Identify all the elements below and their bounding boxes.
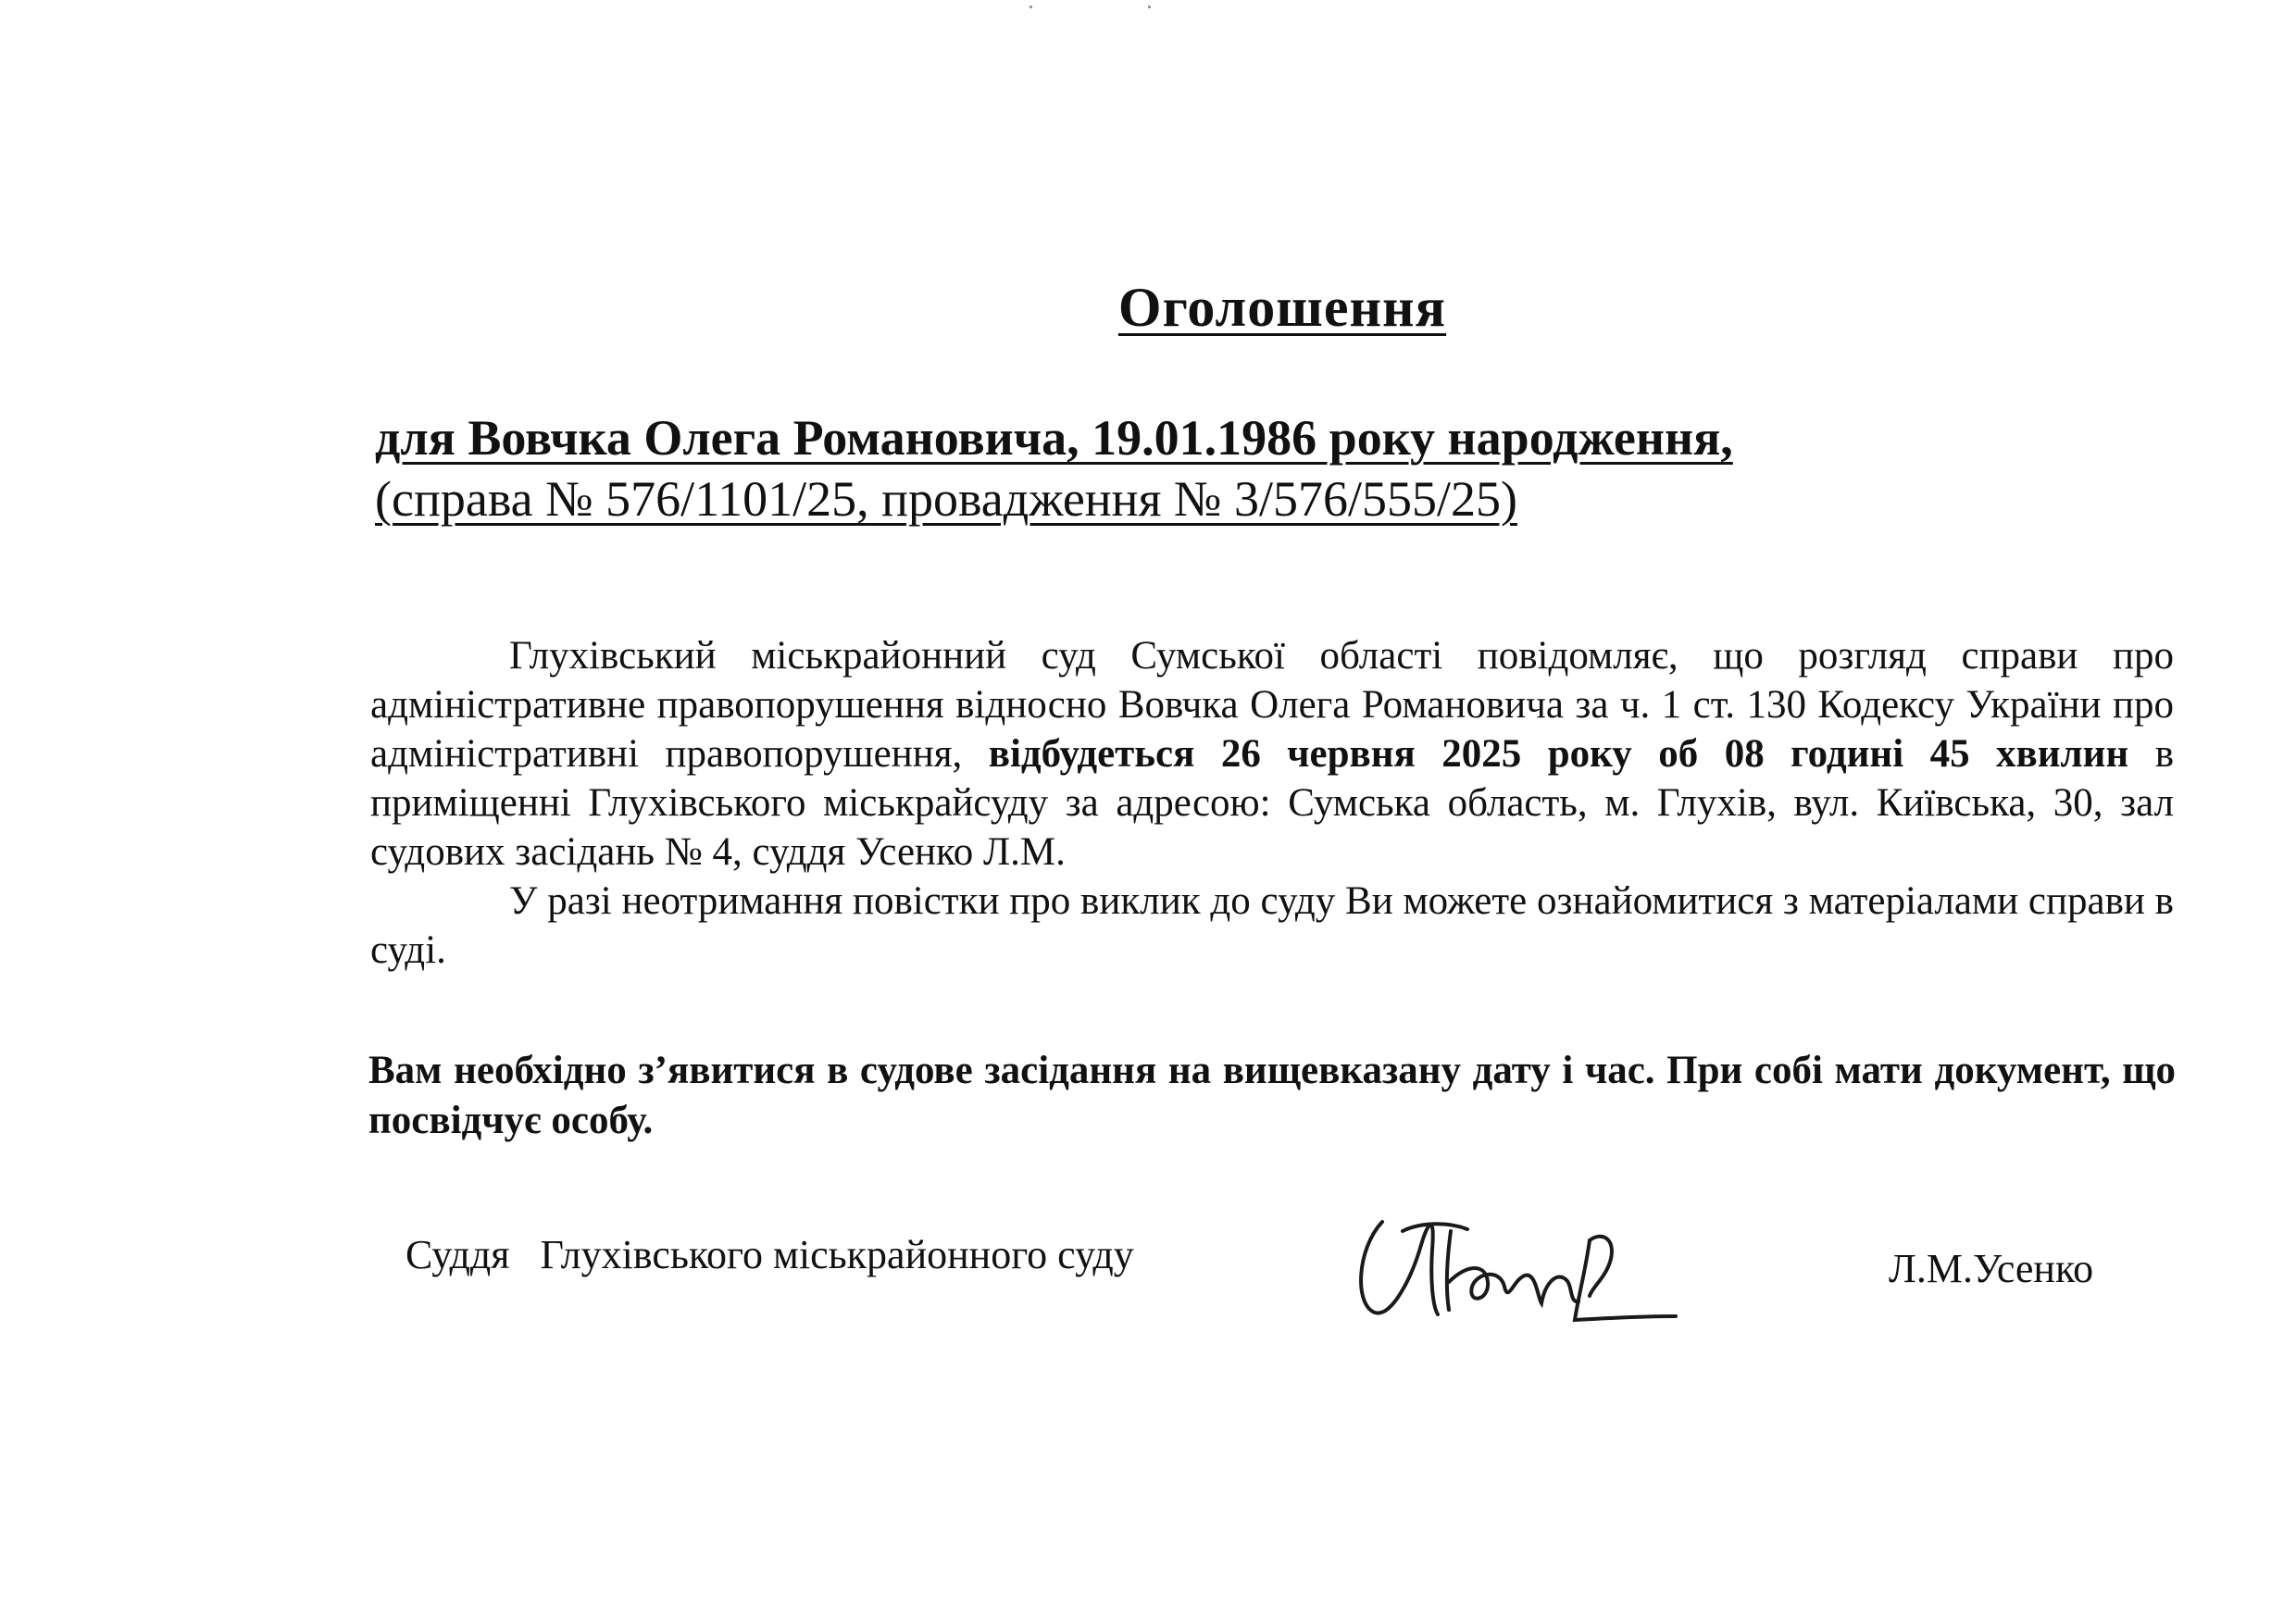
paragraph-hearing [370, 631, 2174, 877]
subject-person-line: для Вовчка Олега Романовича, 19.01.1986 року народження, [375, 410, 1733, 466]
subject-case-line: (справа № 576/1101/25, провадження № 3/576/555/25) [375, 471, 1517, 527]
document-subject [375, 407, 1949, 529]
signer-position: Суддя Глухівського міськрайонного суду [406, 1232, 1134, 1277]
paragraph-materials: У разі неотримання повістки про виклик до суду Ви можете ознайомитися з матеріалами справи в суді. [370, 879, 2174, 972]
signer-name: Л.М.Усенко [1889, 1246, 2094, 1291]
paragraph-hearing-part1: Глухівський міськрайонний суд Сумської області повідомляє, що розгляд справи про адміністративне правопорушення відносно Вовчка Олега Романовича за ч. 1 ст. 130 Кодексу України про адміністративні правопорушення, [370, 634, 2174, 776]
scan-speck [1148, 6, 1151, 8]
handwritten-signature [1347, 1194, 1690, 1333]
document-body [370, 631, 2174, 975]
scan-speck [1029, 6, 1032, 8]
paragraph-hearing-part2: в приміщенні Глухівського міськрайсуду за адресою: Сумська область, м. Глухів, вул. Київська, 30, зал судових засідань № 4, суддя Усенко Л.М. [370, 732, 2174, 874]
bold-notice: Вам необхідно з’явитися в судове засідання на вищевказану дату і час. При собі мати документ, що посвідчує особу. [368, 1049, 2176, 1142]
paragraph-hearing-date: відбудеться 26 червня 2025 року об 08 годині 45 хвилин [988, 732, 2129, 776]
document-title: Оголошення [1117, 277, 1447, 338]
